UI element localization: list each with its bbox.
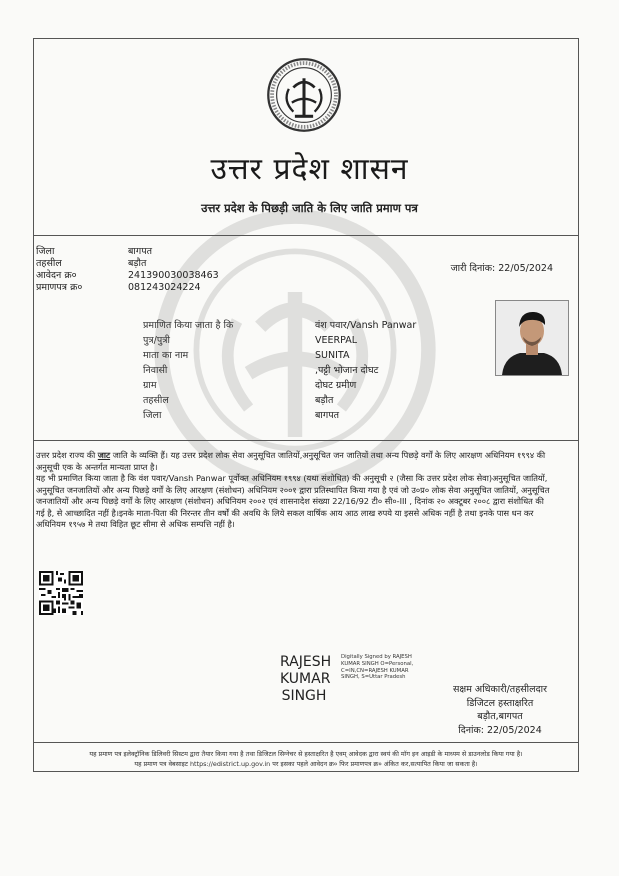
meta-label: तहसील <box>36 258 62 269</box>
meta-label: आवेदन क्र० <box>36 270 77 281</box>
officer-date: दिनांक: 22/05/2024 <box>458 724 542 736</box>
meta-block <box>36 246 219 294</box>
detail-value: SUNITA <box>315 350 350 361</box>
detail-label: जिला <box>143 410 162 421</box>
officer-signed: डिजिटल हस्ताक्षरित <box>466 697 534 709</box>
detail-value: VEERPAL <box>315 335 358 346</box>
footer-note <box>36 750 576 769</box>
paragraph-text: जाति के व्यक्ति हैं। यह उत्तर प्रदेश लोक सेवा अनुसूचित जातियों,अनुसूचित जन जातियों तथा अन्य पिछड़े वर्गों के लिए आरक्षण अधिनियम १९९४ की अनुसूची एक के अन्तर्गत मान्यता प्राप्त है। <box>36 450 546 472</box>
signature-name: RAJESH KUMAR SINGH <box>280 654 332 704</box>
qr-code-icon[interactable] <box>39 571 83 615</box>
detail-label: निवासी <box>143 365 168 376</box>
footer-line-1: यह प्रमाण पत्र इलेक्ट्रॉनिक डिलिवरी सिस्टम द्वारा तैयार किया गया है तथा डिजिटल सिग्नेचर से हस्ताक्षरित है एवम् आवेदक द्वारा स्वयं की मॉग इन आइडी के माध्यम से डाउनलोड किया गया है। <box>89 750 523 758</box>
footer-line-2: यह प्रमाण पत्र वेबसाइट https://edistrict.up.gov.in पर इसका पहले आवेदन क्र० फिर प्रमाणपत्र क्र० अंकित कर,सत्यापित किया जा सकता है। <box>134 759 478 768</box>
certificate-paragraph <box>36 450 552 531</box>
divider <box>33 742 579 743</box>
detail-value: वंश पवार/Vansh Panwar <box>315 320 417 331</box>
detail-label: माता का नाम <box>143 350 189 361</box>
meta-label: प्रमाणपत्र क्र० <box>36 282 83 293</box>
caste-name: जाट <box>97 450 111 460</box>
meta-value: बागपत <box>128 246 153 257</box>
divider <box>33 440 579 441</box>
detail-value: बागपत <box>315 410 340 421</box>
page-title: उत्तर प्रदेश शासन <box>210 152 409 187</box>
details-block <box>143 318 416 423</box>
applicant-photo <box>495 300 569 376</box>
paragraph-text: उत्तर प्रदेश राज्य की <box>36 450 98 460</box>
meta-value: 081243024224 <box>128 282 201 293</box>
meta-value: 241390030038463 <box>128 270 219 281</box>
issue-date: जारी दिनांक: 22/05/2024 <box>450 263 553 274</box>
officer-block <box>445 683 555 737</box>
meta-value: बड़ौत <box>128 258 147 269</box>
detail-value: बड़ौत <box>315 395 334 406</box>
detail-value: दोघट ग्रमीण <box>315 380 357 391</box>
detail-label: तहसील <box>143 395 169 406</box>
detail-label: प्रमाणित किया जाता है कि <box>143 320 234 331</box>
meta-label: जिला <box>36 246 55 257</box>
officer-location: बड़ौत,बागपत <box>477 711 523 722</box>
up-emblem-icon <box>266 57 342 133</box>
digital-signature-note: Digitally Signed by RAJESH KUMAR SINGH O=Personal, C=IN,CN=RAJESH KUMAR SINGH, S=Uttar Pradesh <box>341 654 414 681</box>
detail-value: ,पट्टी भोजान दोघट <box>315 365 379 376</box>
detail-label: पुत्र/पुत्री <box>143 335 170 346</box>
paragraph-line-2: यह भी प्रमाणित किया जाता है कि वंश पवार/Vansh Panwar पूर्वोक्त अधिनियम १९९४ (यथा संशोधित) की अनुसूची २ (जैसा कि उत्तर प्रदेश लोक सेवा)अनुसूचित जातियों, अनुसूचित जनजातियों और अन्य पिछड़े वर्गों के लिए आरक्षण (संशोधन) अधिनियम २००१ द्वारा प्रतिस्थापित किया गया है एवं जो उ०प्र० लोक सेवा अनुसूचित जातियों, अनुसूचित जनजातियों और अन्य पिछड़े वर्गों के लिए आरक्षण (संशोधन) अधिनियम २००२ एवं शासनादेश संख्या 22/16/92 टी० सी०-III , दिनांक २० अक्टूबर २००८ द्वारा संशोधित की गई है, से आच्छादित नहीं है।इनके माता-पिता की निरन्तर तीन वर्षों की अवधि के लिये सकल वार्षिक आय आठ लाख रुपये या इससे अधिक नहीं है तथा इनके पास धन कर अधिनियम १९५७ मे तथा विहित छूट सीमा से अधिक सम्पत्ति नहीं है। <box>36 473 550 529</box>
detail-label: ग्राम <box>143 380 157 391</box>
officer-title: सक्षम अधिकारी/तहसीलदार <box>453 684 547 695</box>
certificate-subtitle: उत्तर प्रदेश के पिछड़ी जाति के लिए जाति प्रमाण पत्र <box>201 201 418 215</box>
paragraph-line-1 <box>36 450 552 473</box>
divider <box>33 235 579 236</box>
